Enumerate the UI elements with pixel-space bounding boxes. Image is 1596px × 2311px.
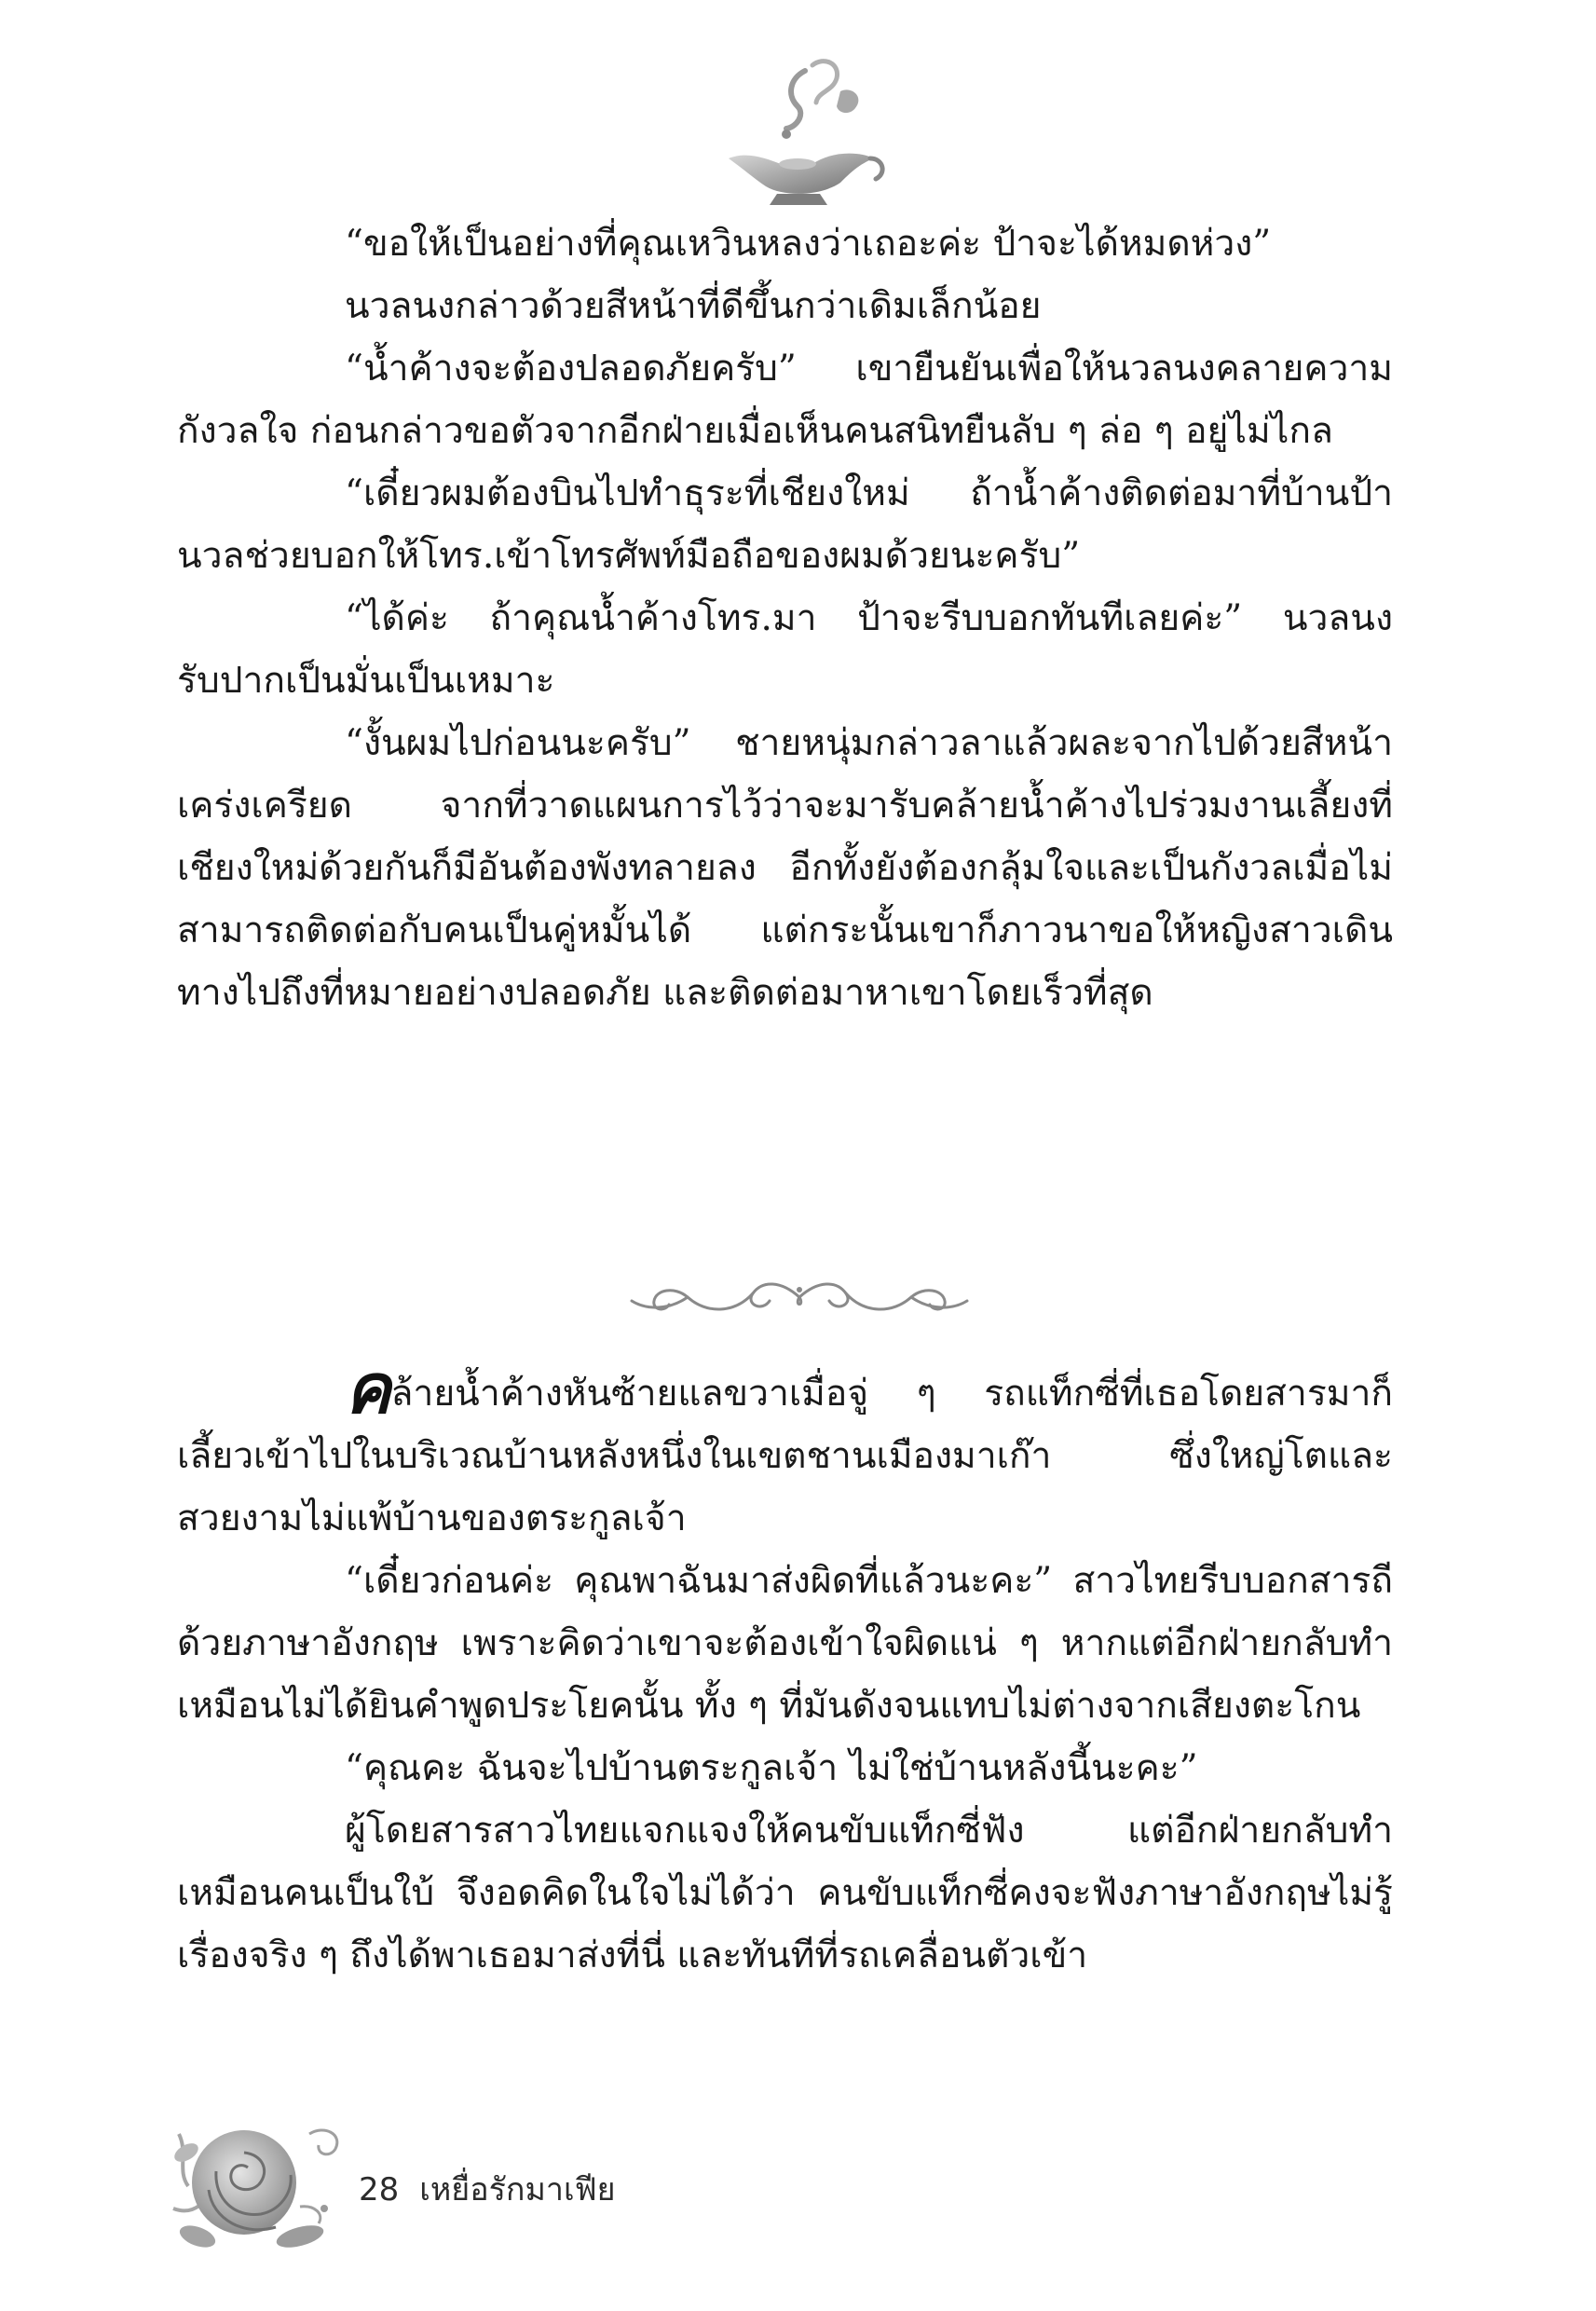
paragraph: “เดี๋ยวผมต้องบินไปทำธุระที่เชียงใหม่ ถ้าน้ำค้างติดต่อมาที่บ้านป้านวลช่วยบอกให้โทร.เข้าโทรศัพท์มือถือของผมด้วยนะครับ” [177, 472, 1393, 577]
paragraph: “ได้ค่ะ ถ้าคุณน้ำค้างโทร.มา ป้าจะรีบบอกทันทีเลยค่ะ” นวลนงรับปากเป็นมั่นเป็นเหมาะ [177, 597, 1393, 702]
paragraph: “งั้นผมไปก่อนนะครับ” ชายหนุ่มกล่าวลาแล้วผละจากไปด้วยสีหน้าเคร่งเครียด จากที่วาดแผนการไว้ว่าจะมารับคล้ายน้ำค้างไปร่วมงานเลี้ยงที่เชียงใหม่ด้วยกันก็มีอันต้องพังทลายลง อีกทั้งยังต้องกลุ้มใจและเป็นกังวลเมื่อไม่สามารถติดต่อกับคนเป็นคู่หมั้นได้ แต่กระนั้นเขาก็ภาวนาขอให้หญิงสาวเดินทางไปถึงที่หมายอย่างปลอดภัย และติดต่อมาหาเขาโดยเร็วที่สุด [177, 722, 1393, 1014]
paragraph-text: ล้ายน้ำค้างหันซ้ายแลขวาเมื่อจู่ ๆ รถแท็กซี่ที่เธอโดยสารมาก็เลี้ยวเข้าไปในบริเวณบ้านหลังหนึ่งในเขตชานเมืองมาเก๊า ซึ่งใหญ่โตและสวยงามไม่แพ้บ้านของตระกูลเจ้า [177, 1373, 1393, 1539]
text-section-1 [177, 212, 1393, 1024]
scroll-flourish-icon [622, 1269, 976, 1325]
page-number: 28 [359, 2171, 400, 2208]
text-section-2 [177, 1349, 1393, 1987]
book-title: เหยื่อรักมาเฟีย [419, 2171, 616, 2208]
paragraph: “เดี๋ยวก่อนค่ะ คุณพาฉันมาส่งผิดที่แล้วนะคะ” สาวไทยรีบบอกสารถีด้วยภาษาอังกฤษ เพราะคิดว่าเขาจะต้องเข้าใจผิดแน่ ๆ หากแต่อีกฝ่ายกลับทำเหมือนไม่ได้ยินคำพูดประโยคนั้น ทั้ง ๆ ที่มันดังจนแทบไม่ต่างจากเสียงตะโกน [177, 1560, 1393, 1727]
paragraph: ผู้โดยสารสาวไทยแจกแจงให้คนขับแท็กซี่ฟัง แต่อีกฝ่ายกลับทำเหมือนคนเป็นใบ้ จึงอดคิดในใจไม่ได้ว่า คนขับแท็กซี่คงจะฟังภาษาอังกฤษไม่รู้เรื่องจริง ๆ ถึงได้พาเธอมาส่งที่นี่ และทันทีที่รถเคลื่อนตัวเข้า [177, 1810, 1393, 1976]
paragraph-with-drop-cap [177, 1349, 1393, 1550]
genie-lamp-icon [701, 54, 896, 222]
paragraph: นวลนงกล่าวด้วยสีหน้าที่ดีขึ้นกว่าเดิมเล็กน้อย [345, 285, 1042, 327]
paragraph: “น้ำค้างจะต้องปลอดภัยครับ” เขายืนยันเพื่อให้นวลนงคลายความกังวลใจ ก่อนกล่าวขอตัวจากอีกฝ่ายเมื่อเห็นคนสนิทยืนลับ ๆ ล่อ ๆ อยู่ไม่ไกล [177, 348, 1393, 452]
drop-cap: ค [345, 1349, 391, 1429]
paragraph: “คุณคะ ฉันจะไปบ้านตระกูลเจ้า ไม่ใช่บ้านหลังนี้นะคะ” [345, 1747, 1198, 1789]
paragraph: “ขอให้เป็นอย่างที่คุณเหวินหลงว่าเถอะค่ะ ป้าจะได้หมดห่วง” [345, 223, 1272, 265]
rose-icon [160, 2097, 375, 2283]
page-footer [359, 2164, 616, 2214]
